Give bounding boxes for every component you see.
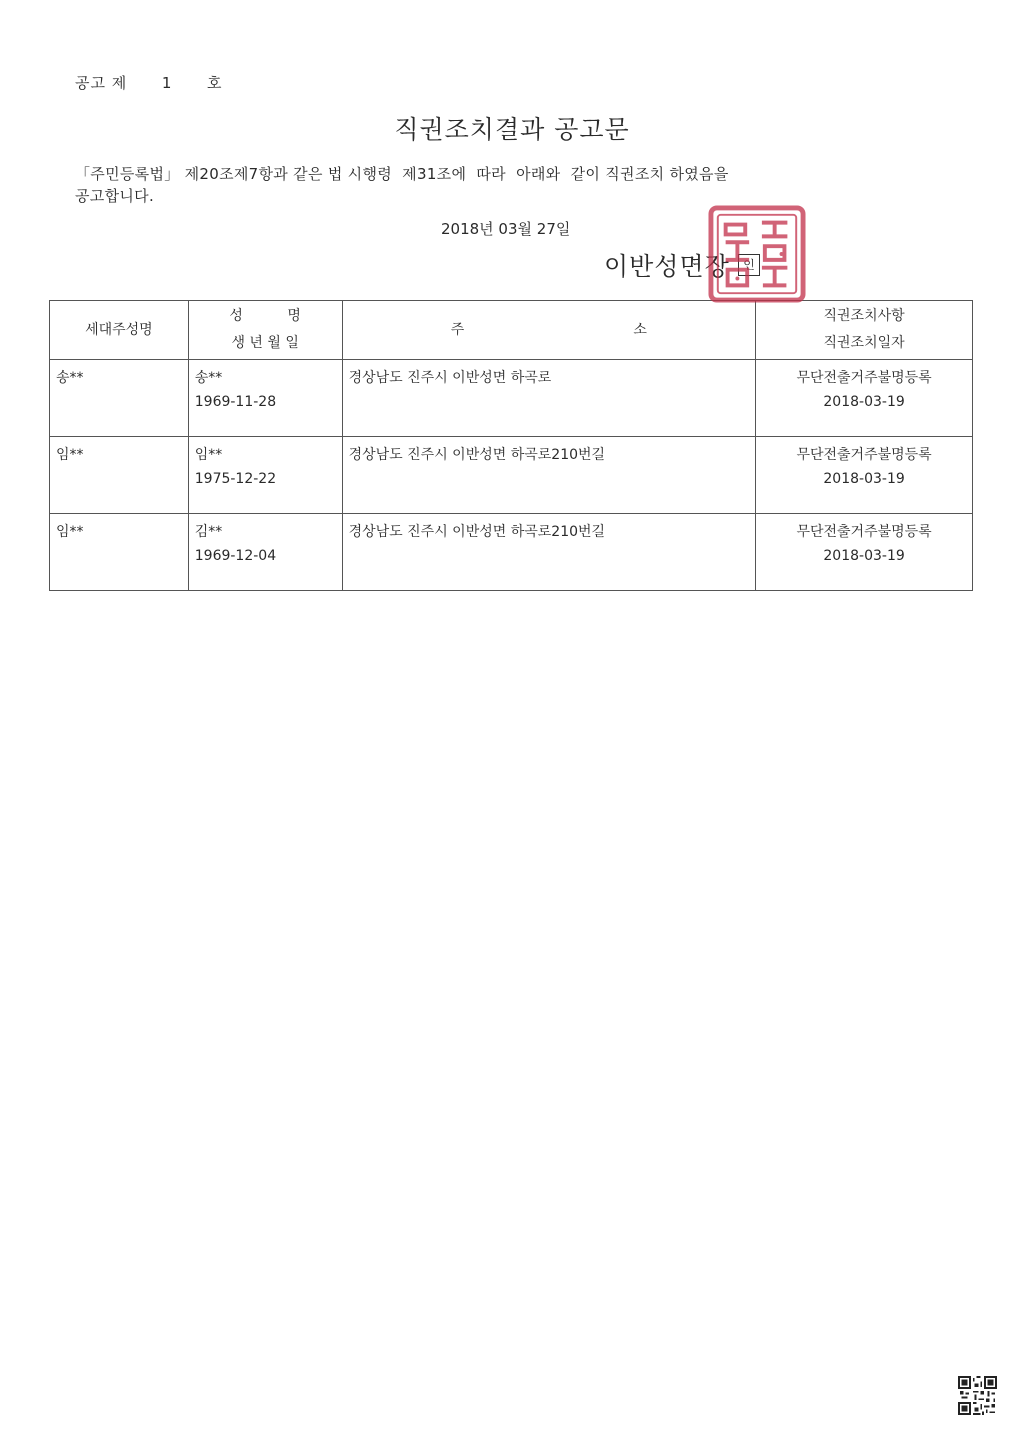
notice-body [75,163,905,207]
cell-address: 경상남도 진주시 이반성면 하곡로210번길 [342,437,756,514]
cell-action [756,437,973,514]
table-row [50,514,973,591]
cell-action-date: 2018-03-19 [823,394,905,410]
official-seal-icon [708,205,806,303]
cell-action [756,514,973,591]
seal-mark-box: 인 [738,254,760,276]
notice-body-line-1: 「주민등록법」 제20조제7항과 같은 법 시행령 제31조에 따라 아래와 같이 직권조치 하였음을 [75,165,729,183]
cell-householder: 송** [50,360,189,437]
table-row [50,437,973,514]
table-row [50,360,973,437]
notice-body-line-2: 공고합니다. [75,187,155,205]
cell-action-date: 2018-03-19 [823,471,905,487]
cell-address: 경상남도 진주시 이반성면 하곡로 [342,360,756,437]
header-householder: 세대주성명 [50,301,189,360]
notice-date: 2018년 03월 27일 [441,220,571,238]
table-header-row [50,301,973,360]
cell-action-type: 무단전출거주불명등록 [796,370,932,386]
cell-name: 김** [194,524,223,540]
cell-action [756,360,973,437]
cell-name-birth [188,437,342,514]
cell-name-birth [188,360,342,437]
cell-name: 임** [194,447,223,463]
qr-code-icon [958,1376,997,1415]
header-birth: 생 년 월 일 [231,335,299,351]
header-action [756,301,973,360]
issuer-name: 이반성면장 [604,252,730,281]
header-address: 주 소 [342,301,756,360]
cell-action-date: 2018-03-19 [823,548,905,564]
header-action-type: 직권조치사항 [823,308,905,324]
cell-name: 송** [194,370,223,386]
cell-name-birth [188,514,342,591]
cell-birth: 1969-12-04 [194,548,277,564]
cell-address: 경상남도 진주시 이반성면 하곡로210번길 [342,514,756,591]
cell-birth: 1975-12-22 [194,471,277,487]
header-action-date: 직권조치일자 [823,335,905,351]
header-name-birth [188,301,342,360]
notice-number: 공고 제 1 호 [75,74,223,92]
cell-action-type: 무단전출거주불명등록 [796,447,932,463]
header-name: 성 명 [229,308,301,324]
cell-birth: 1969-11-28 [194,394,277,410]
cell-action-type: 무단전출거주불명등록 [796,524,932,540]
cell-householder: 임** [50,437,189,514]
records-table [49,300,973,591]
cell-householder: 임** [50,514,189,591]
page-title: 직권조치결과 공고문 [394,115,630,144]
